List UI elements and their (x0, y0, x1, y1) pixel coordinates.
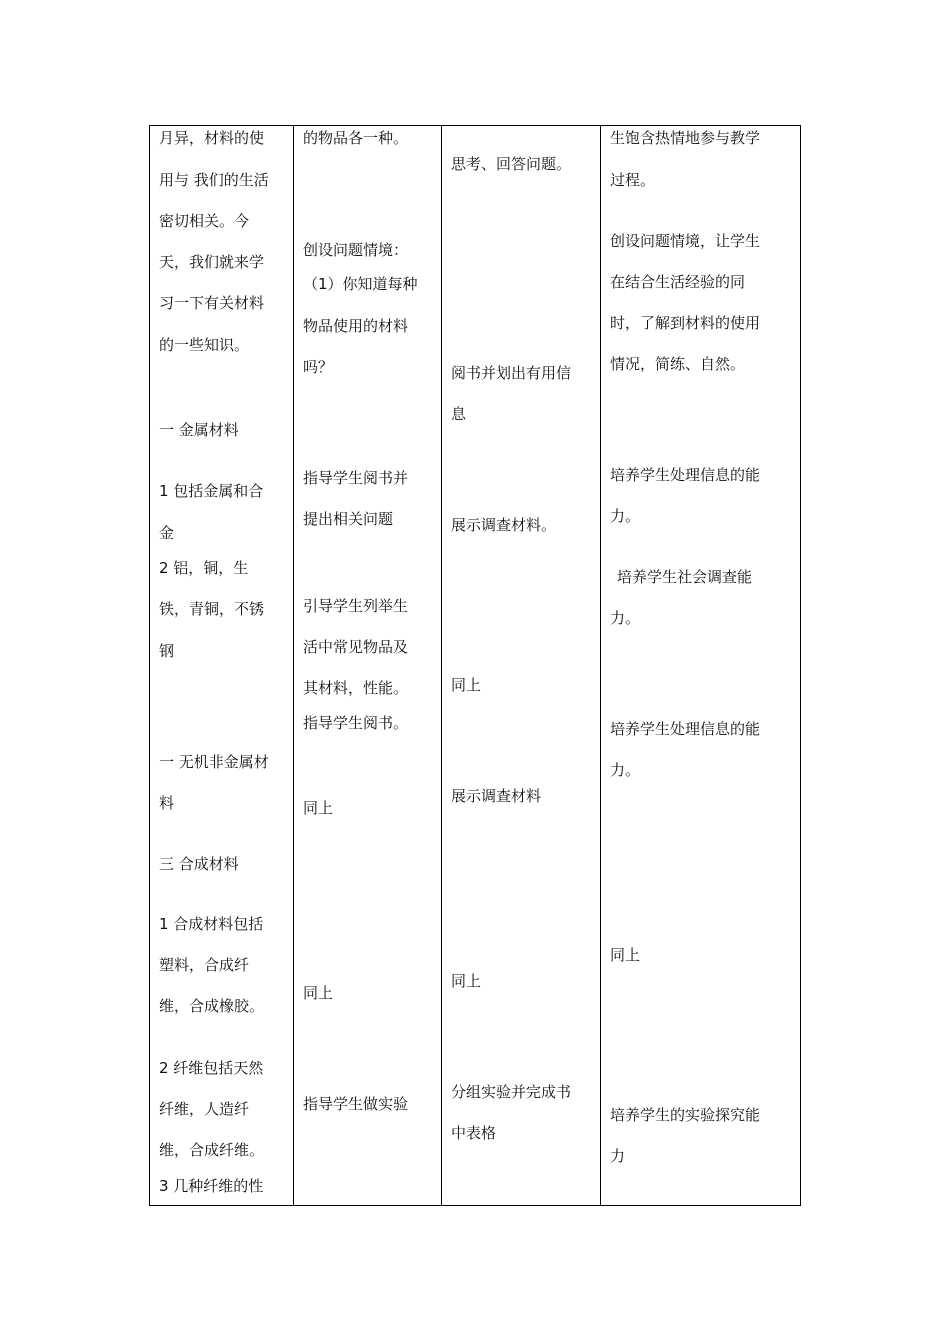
text-line: 指导学生做实验 (303, 1095, 409, 1113)
section-heading: 一 无机非金属材 (159, 753, 269, 771)
text-line: 同上 (451, 972, 482, 990)
text-line: 的物品各一种。 (303, 129, 409, 147)
text-line: 力。 (610, 507, 641, 525)
text-line: 纤维，人造纤 (159, 1100, 250, 1118)
text-line: 培养学生处理信息的能 (610, 466, 761, 484)
text-line: 息 (451, 405, 467, 423)
text-line: 力。 (610, 761, 641, 779)
text-line: 2 铝，铜，生 (159, 559, 249, 577)
text-line: 的一些知识。 (159, 336, 250, 354)
design-intent-column (601, 126, 800, 1205)
text-line: 维，合成橡胶。 (159, 997, 265, 1015)
text-line: 展示调查材料。 (451, 516, 557, 534)
text-line: 月异，材料的使 (159, 129, 265, 147)
text-line: 在结合生活经验的同 (610, 273, 746, 291)
text-line: 密切相关。今 (159, 212, 250, 230)
text-line: 塑料，合成纤 (159, 956, 250, 974)
text-line: 培养学生处理信息的能 (610, 720, 761, 738)
text-line: 创设问题情境，让学生 (610, 232, 761, 250)
text-line: 阅书并划出有用信 (451, 364, 572, 382)
text-line: 2 纤维包括天然 (159, 1059, 264, 1077)
text-line: 吗？ (303, 358, 334, 376)
text-line: 创设问题情境： (303, 241, 409, 259)
text-line: 培养学生社会调查能 (617, 568, 753, 586)
text-line: 提出相关问题 (303, 510, 394, 528)
text-line: 天，我们就来学 (159, 253, 265, 271)
text-line: 中表格 (451, 1124, 497, 1142)
lesson-plan-table (149, 125, 801, 1206)
text-line: 其材料，性能。 (303, 679, 409, 697)
text-line: 指导学生阅书并 (303, 469, 409, 487)
text-line: 同上 (303, 799, 334, 817)
text-line: 金 (159, 524, 175, 542)
student-activity-column (442, 126, 600, 1205)
text-line: 钢 (159, 642, 175, 660)
text-line: 习一下有关材料 (159, 294, 265, 312)
text-line: 时，了解到材料的使用 (610, 314, 761, 332)
text-line: 同上 (451, 676, 482, 694)
text-line: 力 (610, 1147, 626, 1165)
text-line: 活中常见物品及 (303, 638, 409, 656)
text-line: 引导学生列举生 (303, 597, 409, 615)
section-heading: 一 金属材料 (159, 421, 239, 439)
text-line: 料 (159, 794, 175, 812)
text-line: 用与 我们的生活 (159, 171, 269, 189)
text-line: 同上 (303, 984, 334, 1002)
text-line: 维，合成纤维。 (159, 1141, 265, 1159)
text-line: 3 几种纤维的性 (159, 1177, 264, 1195)
text-line: 力。 (610, 609, 641, 627)
text-line: 1 包括金属和合 (159, 482, 264, 500)
text-line: （1）你知道每种 (303, 275, 418, 293)
text-line: 培养学生的实验探究能 (610, 1106, 761, 1124)
text-line: 指导学生阅书。 (303, 714, 409, 732)
text-line: 同上 (610, 946, 641, 964)
text-line: 展示调查材料 (451, 787, 542, 805)
text-line: 情况，简练、自然。 (610, 355, 746, 373)
section-heading: 三 合成材料 (159, 855, 239, 873)
text-line: 思考、回答问题。 (451, 155, 572, 173)
text-line: 1 合成材料包括 (159, 915, 264, 933)
text-line: 生饱含热情地参与教学 (610, 129, 761, 147)
text-line: 物品使用的材料 (303, 317, 409, 335)
text-line: 铁，青铜，不锈 (159, 600, 265, 618)
content-column (150, 126, 293, 1205)
text-line: 分组实验并完成书 (451, 1083, 572, 1101)
teacher-activity-column (294, 126, 441, 1205)
text-line: 过程。 (610, 171, 656, 189)
